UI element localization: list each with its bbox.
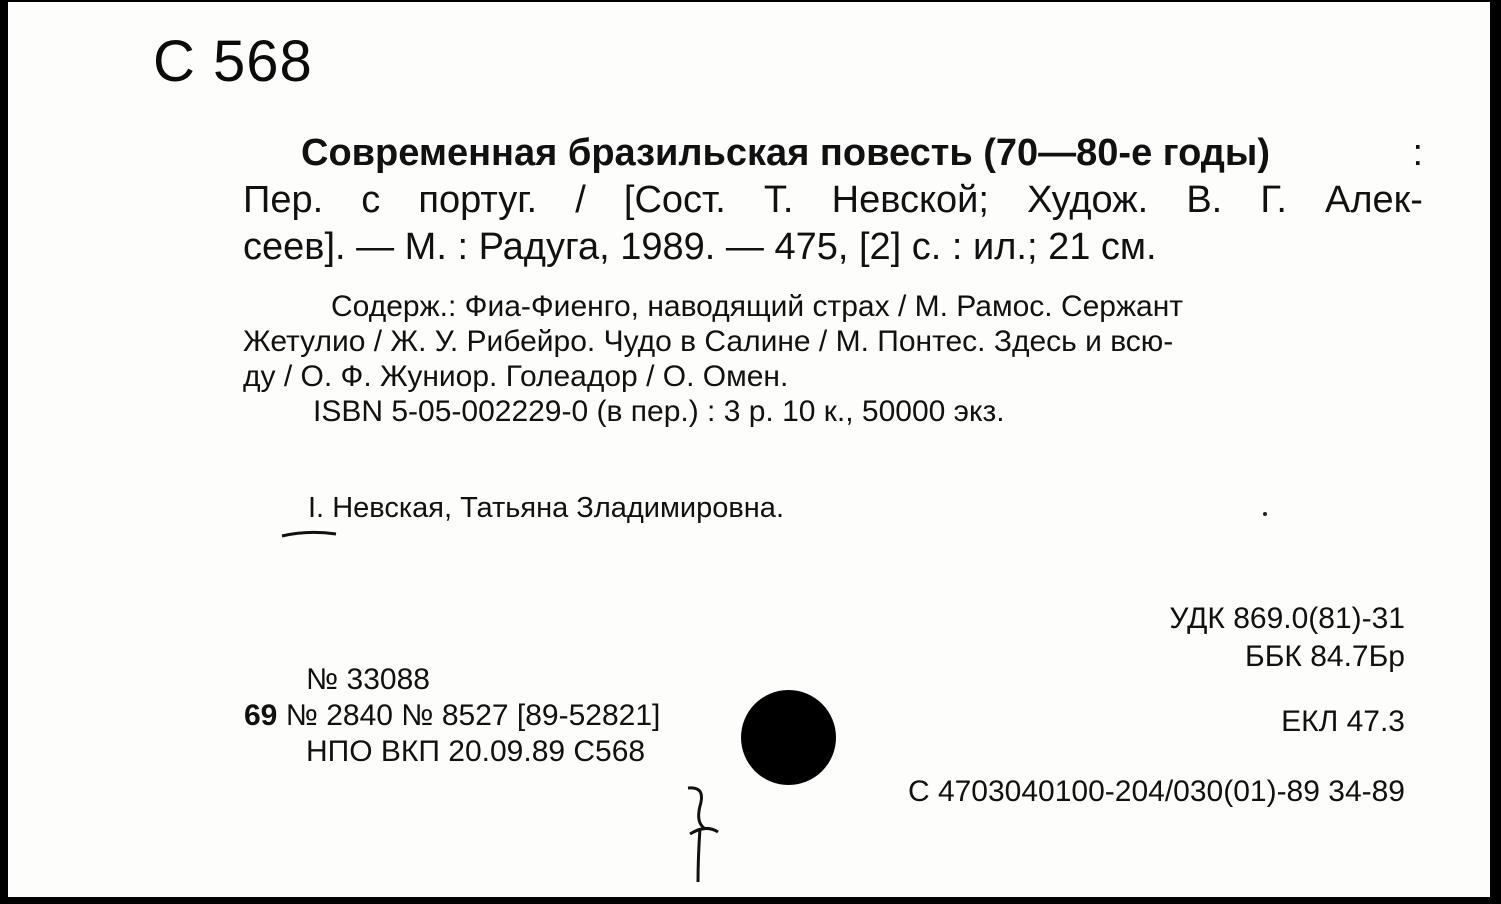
- title-line-2-word: /: [575, 179, 586, 221]
- contents-line-1: Содерж.: Фиа-Фиенго, наводящий страх / М. Рамос. Сержант: [331, 290, 1184, 323]
- title-line-2-word: португ.: [418, 179, 538, 221]
- print-stats: [244, 662, 660, 770]
- ekl-index: ЕКЛ 47.3: [1281, 705, 1405, 738]
- title-line-3: сеев]. — М. : Радуга, 1989. — 475, [2] с. : ил.; 21 см.: [243, 226, 1157, 268]
- title-colon: :: [1412, 132, 1423, 174]
- contents-line-3: ду / О. Ф. Жуниор. Голеадор / О. Омен.: [243, 360, 789, 393]
- title-line-2-word: В.: [1186, 179, 1223, 221]
- title-line-2-word: Т.: [763, 179, 794, 221]
- contents-line-2: Жетулио / Ж. У. Рибейро. Чудо в Салине / М. Понтес. Здесь и всю-: [243, 325, 1174, 358]
- title-block: [243, 130, 1423, 271]
- bibliographic-description: [243, 130, 1423, 429]
- punch-hole: [741, 690, 836, 785]
- title-line-2-word: Пер.: [243, 179, 324, 221]
- isbn-line: ISBN 5-05-002229-0 (в пер.) : 3 р. 10 к., 50000 экз.: [313, 395, 1005, 428]
- ink-dot: [1263, 512, 1267, 516]
- title-line-2-word: с: [361, 179, 381, 221]
- tracing-entry: [308, 492, 784, 525]
- stats-line-1: № 33088: [306, 663, 430, 696]
- tracing-name: Невская, Татьяна Зладимировна.: [332, 492, 784, 524]
- stats-numbers: № 2840 № 8527 [89-52821]: [285, 699, 661, 732]
- classification-block: [1169, 600, 1405, 676]
- shelf-mark: С 568: [153, 29, 313, 94]
- title-line-2-word: [Сост.: [623, 179, 726, 221]
- bbk-index: ББК 84.7Бр: [1245, 640, 1405, 673]
- tracing-number: I.: [308, 492, 325, 524]
- catalog-card: [8, 2, 1490, 897]
- catalog-code: С 4703040100-204/030(01)-89 34-89: [907, 775, 1405, 808]
- handwritten-underline: [278, 522, 348, 542]
- handwritten-mark: [676, 782, 736, 892]
- title-line-1: [243, 130, 1423, 177]
- stats-prefix: 69: [244, 699, 278, 732]
- title-line-2-word: Невской;: [831, 179, 989, 221]
- title-line-2-word: Худож.: [1027, 179, 1149, 221]
- stats-line-3: НПО ВКП 20.09.89 С568: [306, 735, 646, 768]
- title-line-2: [243, 177, 1423, 224]
- contents-note: [243, 289, 1423, 394]
- title-line-2-word: Г.: [1260, 179, 1287, 221]
- udk-index: УДК 869.0(81)-31: [1169, 602, 1405, 635]
- title-line-2-word: Алек-: [1325, 179, 1423, 221]
- stats-line-2: [244, 698, 660, 734]
- book-title: Современная бразильская повесть (70—80-е годы): [301, 132, 1271, 174]
